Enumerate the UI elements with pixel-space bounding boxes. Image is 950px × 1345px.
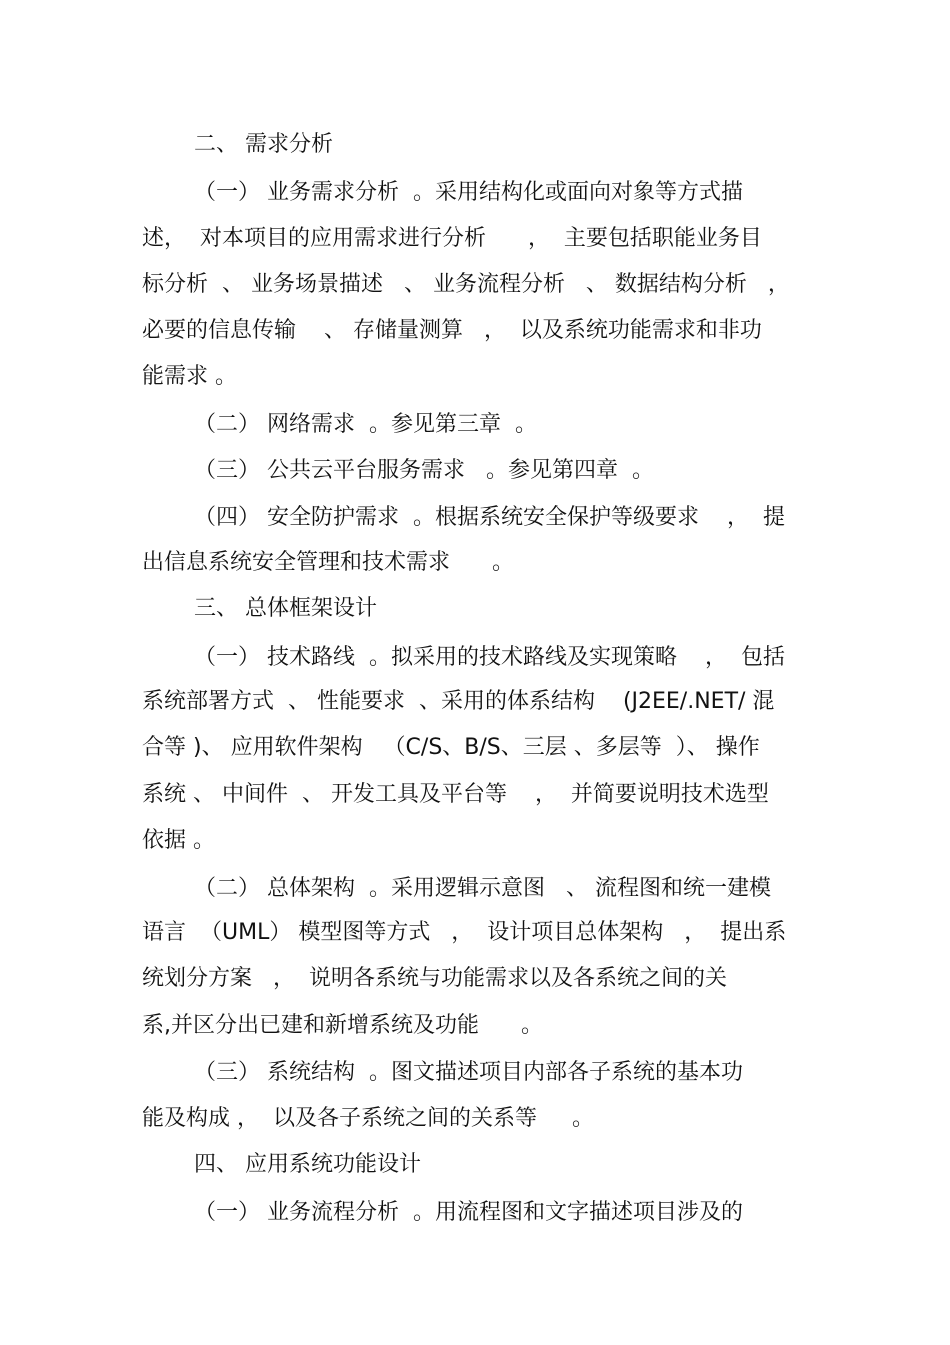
paragraph-line: 标分析 、 业务场景描述 、 业务流程分析 、 数据结构分析 ，	[142, 272, 790, 297]
paragraph-line: （一） 业务流程分析 。用流程图和文字描述项目涉及的	[194, 1200, 743, 1225]
paragraph-line: 语言 （UML） 模型图等方式 ， 设计项目总体架构 ， 提出系	[142, 920, 787, 945]
paragraph-line: （四） 安全防护需求 。根据系统安全保护等级要求 ， 提	[194, 505, 785, 530]
paragraph-line: 能需求 。	[142, 364, 237, 389]
paragraph-line: 依据 。	[142, 828, 215, 853]
paragraph-line: 系统部署方式 、 性能要求 、采用的体系结构 (J2EE/.NET/ 混	[142, 689, 775, 714]
paragraph-line: 统划分方案 ， 说明各系统与功能需求以及各系统之间的关	[142, 966, 727, 991]
paragraph-line: （三） 公共云平台服务需求 。参见第四章 。	[194, 458, 654, 483]
paragraph-line: 系统 、 中间件 、 开发工具及平台等 ， 并简要说明技术选型	[142, 782, 769, 807]
paragraph-line: 必要的信息传输 、 存储量测算 ， 以及系统功能需求和非功	[142, 318, 762, 343]
heading-overall-framework: 三、 总体框架设计	[194, 596, 377, 621]
paragraph-line: 能及构成 ， 以及各子系统之间的关系等 。	[142, 1106, 594, 1131]
paragraph-line: 系,并区分出已建和新增系统及功能 。	[142, 1013, 543, 1038]
paragraph-line: （二） 网络需求 。参见第三章 。	[194, 412, 537, 437]
heading-application-function-design: 四、 应用系统功能设计	[194, 1152, 421, 1177]
paragraph-line: （一） 技术路线 。拟采用的技术路线及实现策略 ， 包括	[194, 645, 785, 670]
paragraph-line: （一） 业务需求分析 。采用结构化或面向对象等方式描	[194, 180, 743, 205]
paragraph-line: 出信息系统安全管理和技术需求 。	[142, 550, 514, 575]
paragraph-line: 述， 对本项目的应用需求进行分析 ， 主要包括职能业务目	[142, 226, 762, 251]
paragraph-line: 合等 )、 应用软件架构 （C/S、B/S、三层 、多层等 ）、 操作	[142, 735, 760, 760]
heading-requirements-analysis: 二、 需求分析	[194, 132, 333, 157]
paragraph-line: （二） 总体架构 。采用逻辑示意图 、 流程图和统一建模	[194, 876, 771, 901]
paragraph-line: （三） 系统结构 。图文描述项目内部各子系统的基本功	[194, 1060, 743, 1085]
